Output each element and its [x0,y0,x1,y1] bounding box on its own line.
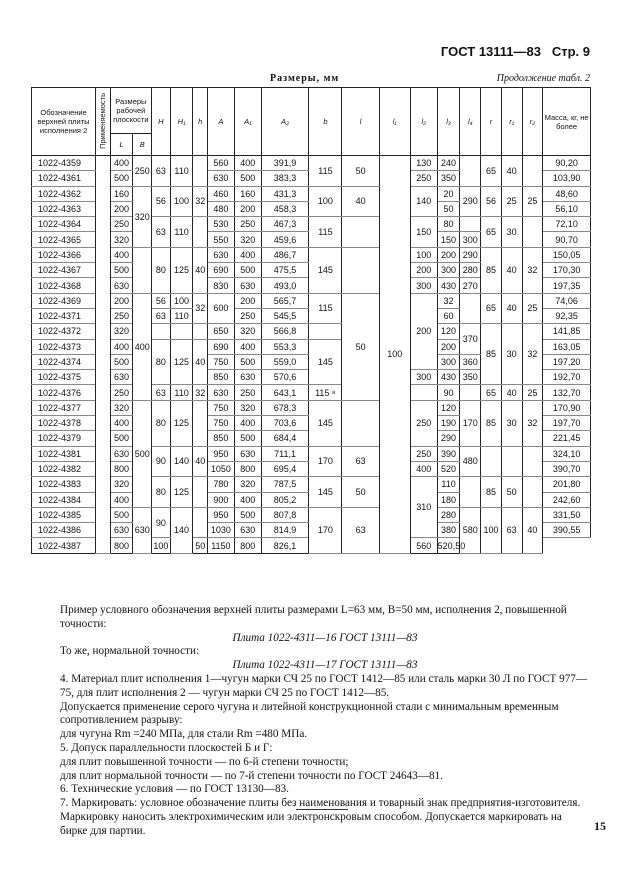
header-B: B [133,134,152,156]
header-r: r [481,88,502,156]
cell-A2: 391,9 [261,156,309,171]
header-l1: l₁ [379,88,410,156]
cell-designation: 1022-4359 [32,156,96,171]
table-row: 1022-4367 500 690 500 475,5 200 300 280 170,30 [32,263,591,278]
cell-H: 63 [152,156,171,187]
cell-L: 400 [110,156,133,171]
continuation-caption: Продолжение табл. 2 [496,73,590,84]
header-r1: r₁ [501,88,522,156]
header-H1: H₁ [170,88,193,156]
table-row: 1022-4375 630 850 630 570,6 300 430 350 192,70 [32,370,591,385]
table-row: 1022-4379 500 850 500 684,4 290 221,45 [32,431,591,446]
table-row [32,156,591,171]
table-row: 1022-4385 500 630 90 140 950 500 807,8 170 63 280 580 100 63 40 331,50 [32,507,591,522]
header-designation: Обозначение верхней плиты исполнения 2 [32,88,96,156]
cell-A: 560 [207,156,234,171]
cell-r: 65 [481,156,502,187]
tolerance-high: для плит повышенной точности — по 6-й степени точности; [60,755,349,768]
cell-B: 250 [133,156,152,187]
table-row: 1022-4362 160 320 56 100 32 460 160 431,3 100 40 140 20 290 56 25 25 48,60 [32,186,591,201]
marking-paragraph: 7. Маркировать: условное обозначение плиты без наименования и товарный знак предприятия-изготовителя. Маркировку наносить электрохимическим или электронскровым способом. Допускается маркировать на бирке для партии. [60,797,581,837]
table-row: 1022-4365 320 550 320 459,6 150 300 90,70 [32,232,591,247]
page-number: 15 [594,819,606,833]
table-row: 1022-4386 630 1030 630 814,9 380 390,55 [32,523,591,538]
table-row: 1022-4368 630 830 630 493,0 300 430 270 197,35 [32,278,591,293]
cell-l1: 100 [379,156,410,554]
header-A2: A₂ [261,88,309,156]
same-normal-paragraph: То же, нормальной точности: [60,645,200,658]
header-l: l [342,88,379,156]
standard-number: ГОСТ 13111—83 [440,44,541,59]
table-row: 1022-4381 630 90 140 40 950 630 711,1 170 63 250 390 480 324,10 [32,446,591,461]
tolerance-normal: для плит нормальной точности — по 7-й степени точности по ГОСТ 24643—81. [60,769,443,782]
header-L: L [110,134,133,156]
material-paragraph: 4. Материал плит исполнения 1—чугун марки СЧ 25 по ГОСТ 1412—85 или сталь марки 30 Л по ГОСТ 977—75, для плит исполнения 2 — чугун марки СЧ 25 по ГОСТ 1412—85. [60,672,588,699]
header-r2: r₂ [522,88,543,156]
table-row: 1022-4372 320 650 320 566,8 120 370 85 30 32 141,85 [32,324,591,339]
notes-block [60,604,590,839]
tech-conditions: 6. Технические условия — по ГОСТ 13130—83. [60,783,289,796]
header-H: H [152,88,171,156]
table-row: 1022-4369 200 400 56 100 32 600 200 565,7 115 50 200 32 65 40 25 74,06 [32,293,591,308]
table-row: 1022-4387 800 100 50 1150 800 826,1 560 520,50 [32,538,591,553]
table-row: 1022-4382 800 1050 800 695,4 400 520 390,70 [32,461,591,476]
cell-r2 [522,156,543,187]
table-row: 1022-4371 250 63 110 250 545,5 60 92,35 [32,308,591,323]
header-b: b [309,88,342,156]
allowed-paragraph: Допускается применение серого чугуна и литейной конструкционной стали с минимальным временным сопротивлением разрыву: [60,700,559,727]
header-l4: l₄ [460,88,481,156]
table-row: 1022-4383 320 80 125 780 320 787,5 145 50 310 110 85 50 201,80 [32,477,591,492]
tolerance-paragraph: 5. Допуск параллельности плоскостей Б и Г: [60,741,273,754]
header-mass: Масса, кг, не более [543,88,591,156]
table-row: 1022-4384 400 900 400 805,2 180 242,60 [32,492,591,507]
cell-l2: 130 [410,156,437,171]
strength-line: для чугуна Rm =240 МПа, для стали Rm =480 МПа. [60,728,308,741]
table-row: 1022-4374 500 750 500 559,0 300 360 197,20 [32,354,591,369]
example-formula-2: Плита 1022-4311—17 ГОСТ 13111—83 [232,659,418,672]
table-row: 1022-4364 250 63 110 530 250 467,3 115 150 80 65 30 72,10 [32,217,591,232]
table-caption [0,73,590,85]
header-work-size: Размеры рабочей плоскости [110,88,151,134]
header-l3: l₃ [437,88,460,156]
table-row: 1022-4376 250 63 110 32 630 250 643,1 115 ⁸ 90 65 40 25 132,70 [32,385,591,400]
header-applicability: Применяемость [96,88,110,156]
cell-applicability [96,156,110,554]
header-A: A [207,88,234,156]
table-row: 1022-4377 320 500 80 125 750 320 678,3 145 250 120 170 85 30 32 170,90 [32,400,591,415]
header-l2: l₂ [410,88,437,156]
cell-r1: 40 [501,156,522,187]
closing-rule [296,809,348,810]
table-row: 1022-4366 400 80 125 40 630 400 486,7 145 100 200 290 85 40 32 150,05 [32,247,591,262]
table-row: 1022-4363 200 480 200 458,3 50 56,10 [32,201,591,216]
header-h: h [193,88,207,156]
cell-H1: 110 [170,156,193,187]
cell-h [193,156,207,187]
cell-l3: 240 [437,156,460,171]
cell-mass: 90,20 [543,156,591,171]
cell-A1: 400 [234,156,261,171]
dimensions-caption: Размеры, мм [270,73,340,84]
cell-l: 50 [342,156,379,187]
page-header [441,44,590,59]
table-row: 1022-4373 400 80 125 40 690 400 553,3 145 200 163,05 [32,339,591,354]
cell-l4 [460,156,481,187]
header-A1: A₁ [234,88,261,156]
table-body [32,156,591,554]
page-label: Стр. 9 [551,44,590,59]
dimensions-table [31,87,591,554]
example-formula-1: Плита 1022-4311—16 ГОСТ 13111—83 [232,631,418,644]
table-row: 1022-4361 500 630 500 383,3 250 350 103,90 [32,171,591,186]
table-row: 1022-4378 400 750 400 703,6 190 197,70 [32,416,591,431]
cell-b: 115 [309,156,342,187]
example-paragraph: Пример условного обозначения верхней плиты размерами L=63 мм, B=50 мм, исполнения 2, повышенной точности: [60,604,567,630]
